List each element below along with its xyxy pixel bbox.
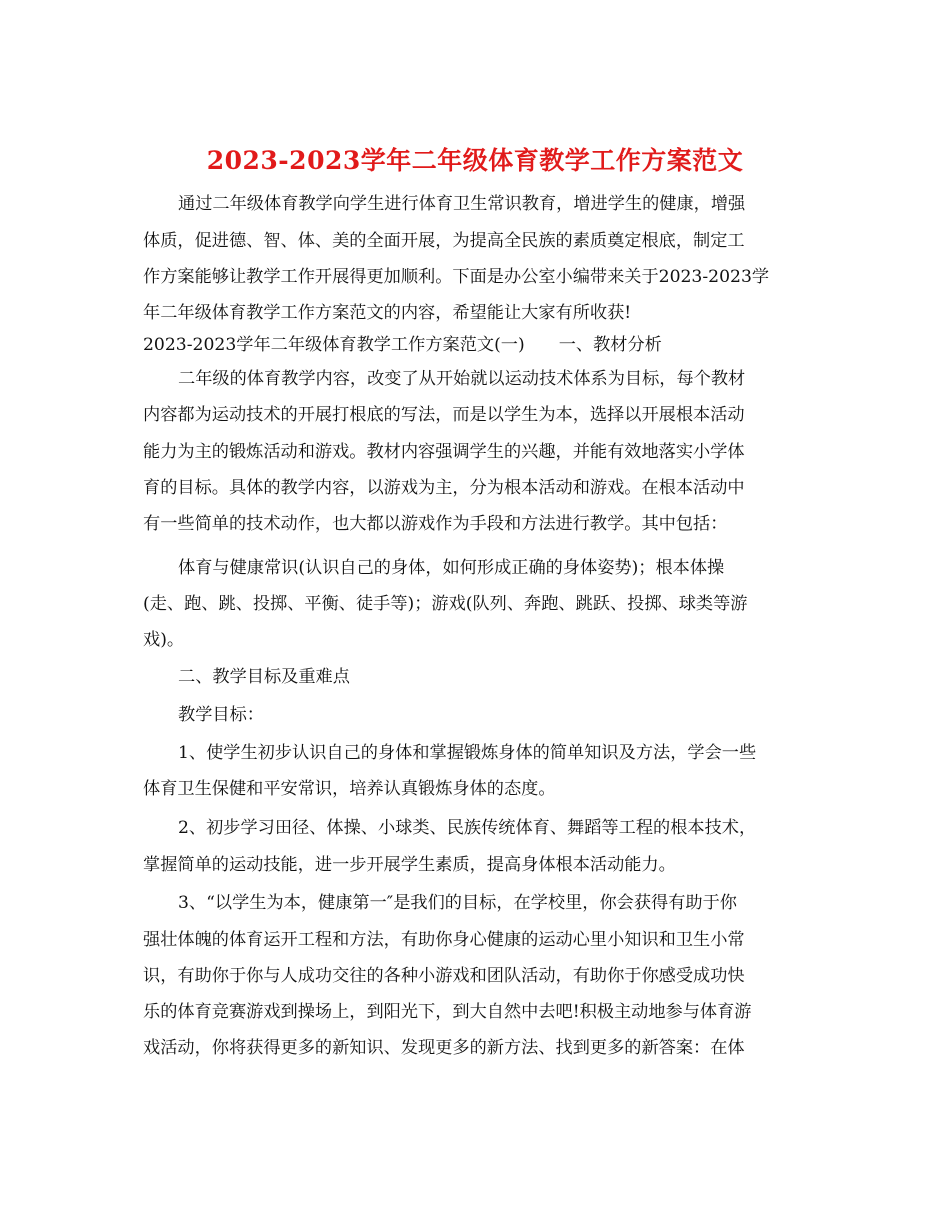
section-heading-line xyxy=(143,333,823,357)
paragraph-line: 体育与健康常识(认识自己的身体，如何形成正确的身体姿势)；根本体操 xyxy=(178,558,725,578)
paragraph-line: 2、初步学习田径、体操、小球类、民族传统体育、舞蹈等工程的根本技术， xyxy=(178,818,757,838)
paragraph-line: 作方案能够让教学工作开展得更加顺利。下面是办公室小编带来关于2023-2023学 xyxy=(143,267,770,287)
paragraph-line: 戏)。 xyxy=(143,630,185,650)
paragraph-line: 二年级的体育教学内容，改变了从开始就以运动技术体系为目标，每个教材 xyxy=(178,369,746,389)
paragraph-line: 1、使学生初步认识自己的身体和掌握锻炼身体的简单知识及方法，学会一些 xyxy=(178,743,757,763)
paragraph-line: 年二年级体育教学工作方案范文的内容，希望能让大家有所收获! xyxy=(143,303,632,323)
subheading: 教学目标： xyxy=(178,705,264,725)
paragraph-line: (走、跑、跳、投掷、平衡、徒手等)；游戏(队列、奔跑、跳跃、投掷、球类等游 xyxy=(143,594,748,614)
paragraph-line: 戏活动，你将获得更多的新知识、发现更多的新方法、找到更多的新答案：在体 xyxy=(143,1038,745,1058)
section-heading: 一、教材分析 xyxy=(558,335,662,355)
document-title: 2023-2023学年二年级体育教学工作方案范文 xyxy=(206,146,744,175)
paragraph-line: 内容都为运动技术的开展打根底的写法，而是以学生为本，选择以开展根本活动 xyxy=(143,405,745,425)
paragraph-line: 掌握简单的运动技能，进一步开展学生素质，提高身体根本活动能力。 xyxy=(143,855,676,875)
subtitle-text: 2023-2023学年二年级体育教学工作方案范文(一) xyxy=(143,335,525,355)
paragraph-line: 能力为主的锻炼活动和游戏。教材内容强调学生的兴趣，并能有效地落实小学体 xyxy=(143,442,745,462)
paragraph-line: 育的目标。具体的教学内容，以游戏为主，分为根本活动和游戏。在根本活动中 xyxy=(143,478,745,498)
paragraph-line: 3、“以学生为本，健康第一″是我们的目标，在学校里，你会获得有助于你 xyxy=(178,893,737,913)
paragraph-line: 体质，促进德、智、体、美的全面开展，为提高全民族的素质奠定根底，制定工 xyxy=(143,231,745,251)
paragraph-line: 识，有助你于你与人成功交往的各种小游戏和团队活动，有助你于你感受成功快 xyxy=(143,966,745,986)
paragraph-line: 有一些简单的技术动作，也大都以游戏作为手段和方法进行教学。其中包括： xyxy=(143,514,728,534)
paragraph-line: 强壮体魄的体育运开工程和方法，有助你身心健康的运动心里小知识和卫生小常 xyxy=(143,930,745,950)
paragraph-line: 体育卫生保健和平安常识，培养认真锻炼身体的态度。 xyxy=(143,779,556,799)
paragraph-line: 通过二年级体育教学向学生进行体育卫生常识教育，增进学生的健康，增强 xyxy=(178,194,746,214)
paragraph-line: 乐的体育竞赛游戏到操场上，到阳光下，到大自然中去吧!积极主动地参与体育游 xyxy=(143,1002,752,1022)
section-heading: 二、教学目标及重难点 xyxy=(178,667,350,687)
